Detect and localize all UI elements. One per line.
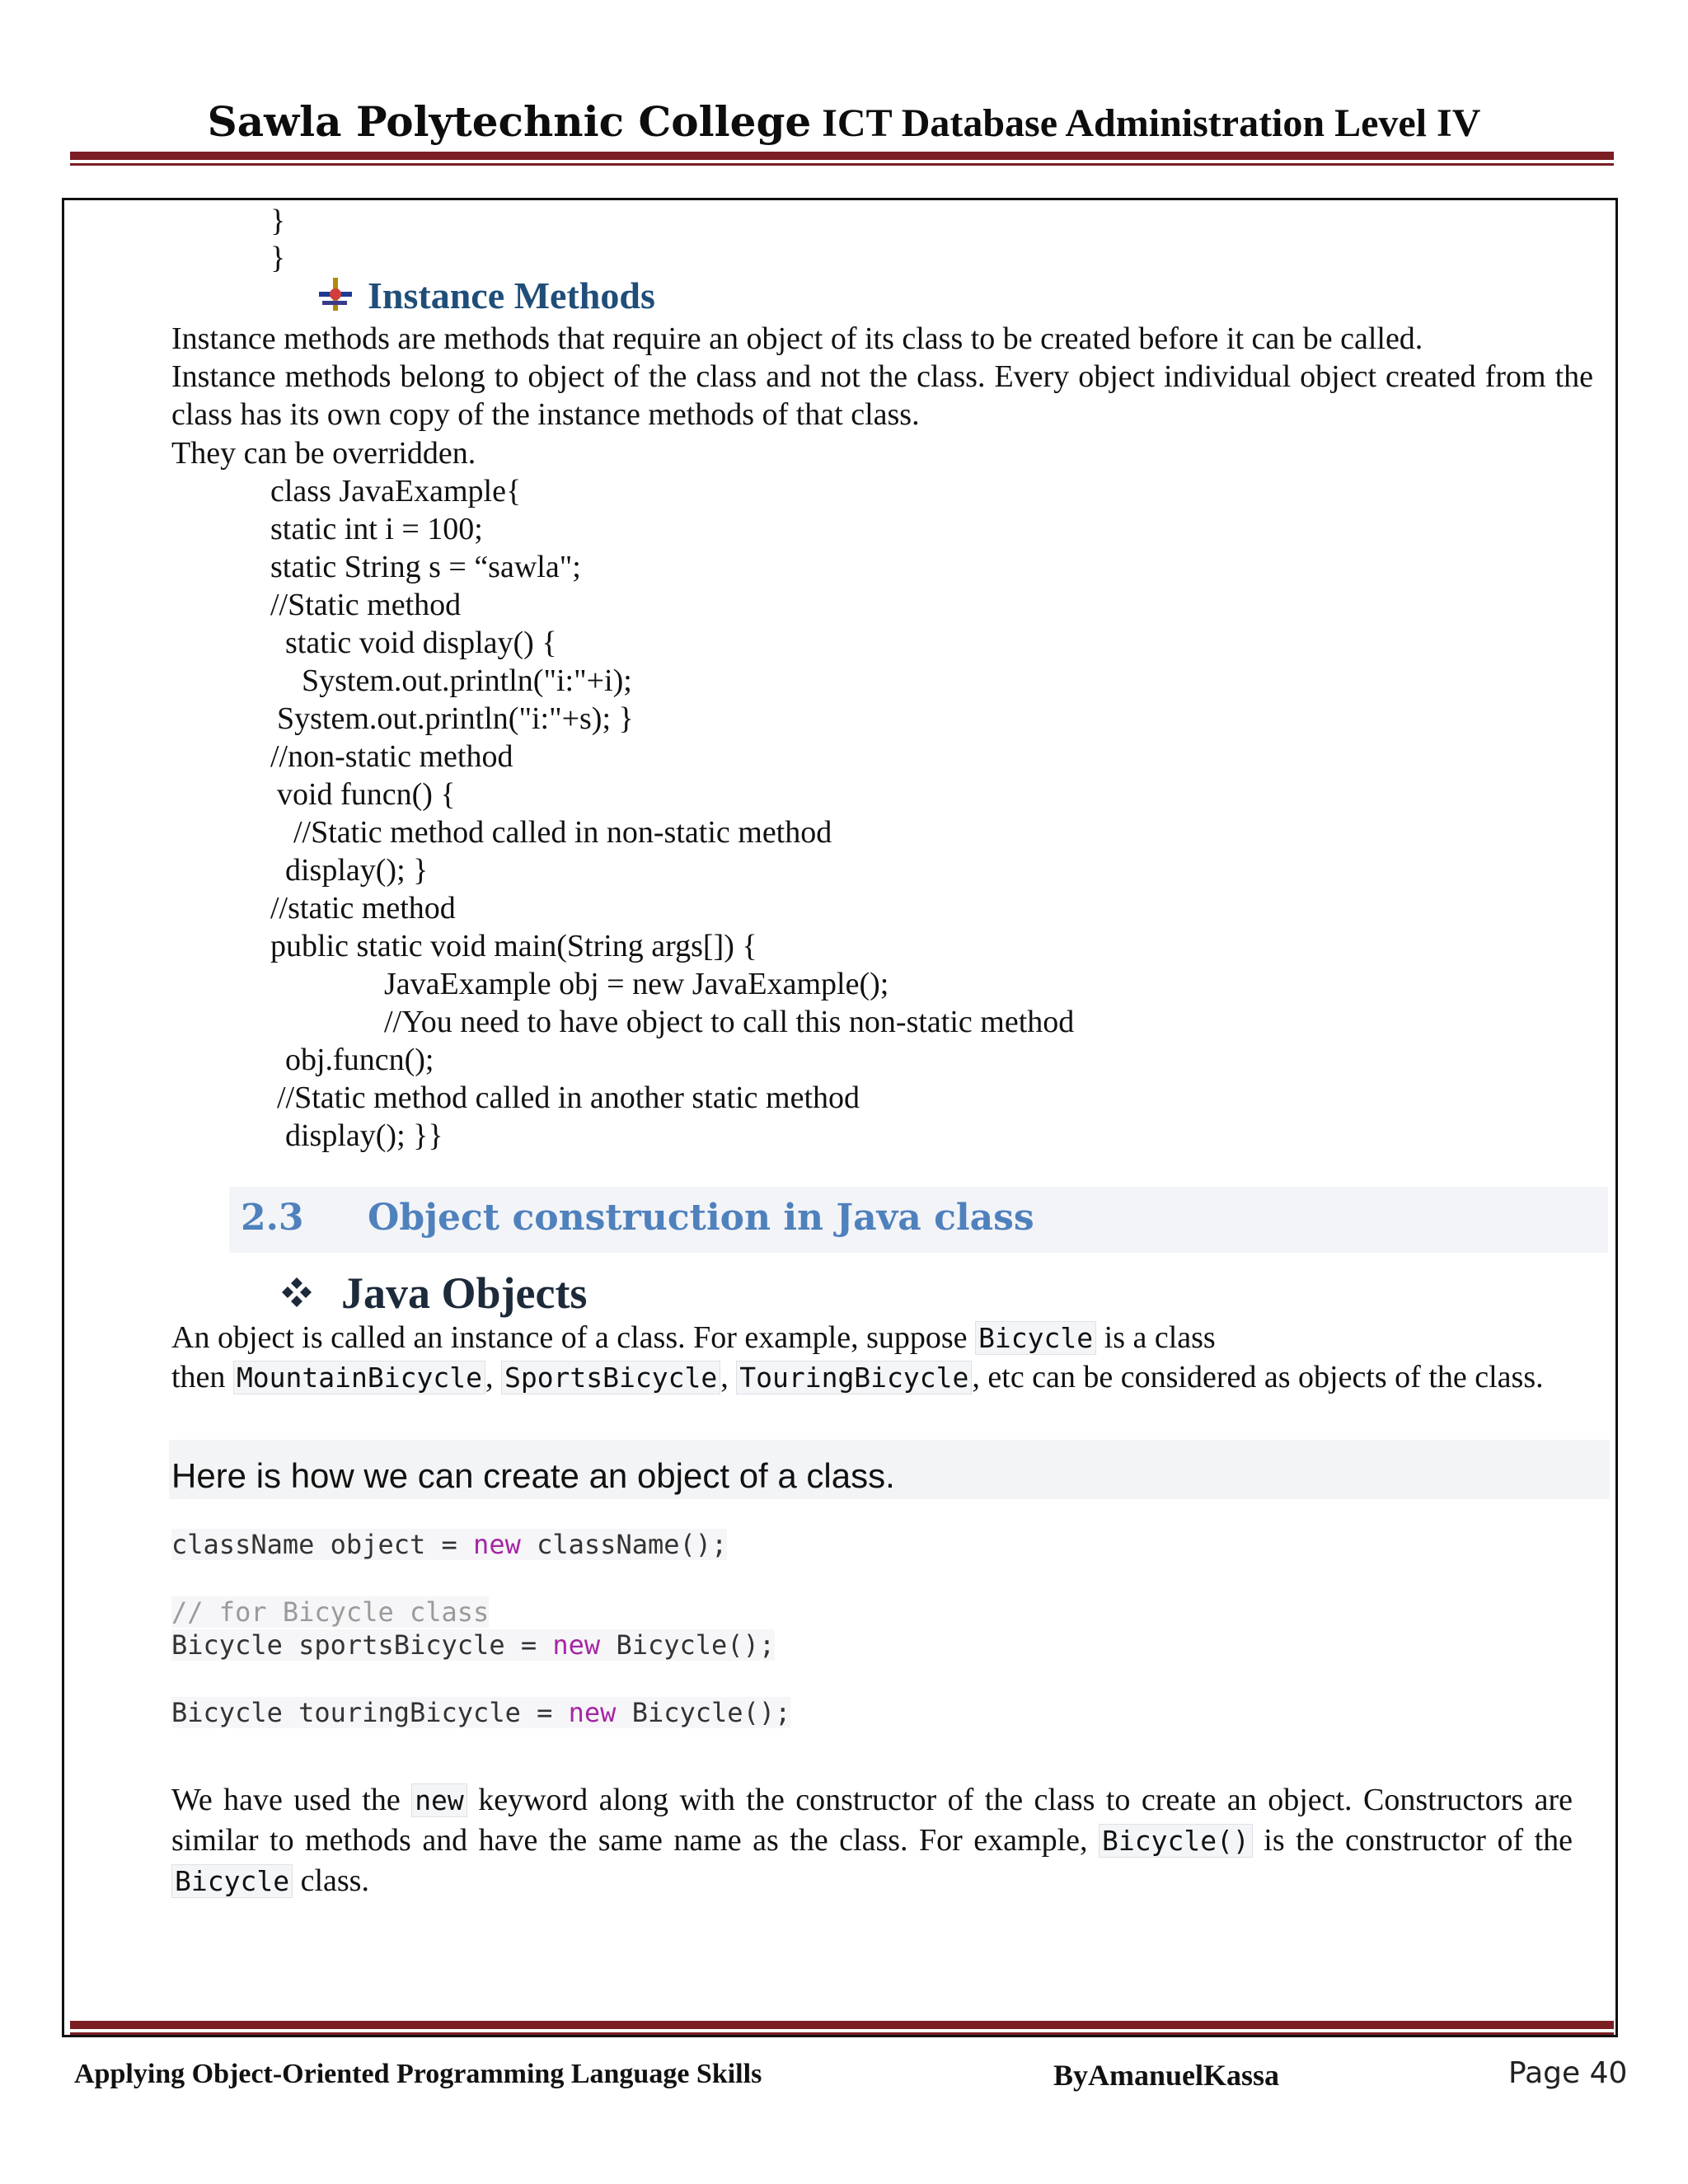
code-text: Bicycle(); <box>600 1629 776 1661</box>
code-line: //Static method called in another static method <box>277 1080 860 1115</box>
page-header <box>0 97 1688 147</box>
code-line: //Static method called in non-static method <box>293 815 832 850</box>
header-course: ICT Database Administration Level IV <box>822 101 1481 145</box>
code-line: static int i = 100; <box>270 512 483 546</box>
code-line: display(); } <box>285 853 429 888</box>
code-line: //You need to have object to call this non-static method <box>384 1005 1075 1039</box>
code-keyword: new <box>473 1529 521 1560</box>
code-line: public static void main(String args[]) { <box>270 929 757 963</box>
closing-paragraph <box>171 1780 1573 1901</box>
code-block-line <box>171 1629 775 1661</box>
java-objects-line2-text: , etc can be considered as objects of the class. <box>972 1360 1544 1394</box>
code-text: Bicycle touringBicycle = <box>171 1697 569 1728</box>
code-line: //static method <box>270 891 456 926</box>
instance-methods-para2: Instance methods belong to object of the class and not the class. Every object individual object created from the class has its own copy of the instance methods of that class. <box>171 359 1593 432</box>
code-line: //non-static method <box>270 739 513 774</box>
code-comment: // for Bicycle class <box>171 1596 490 1628</box>
code-line: class JavaExample{ <box>270 474 522 509</box>
code-line: static String s = “sawla"; <box>270 550 581 584</box>
code-block-line <box>171 1697 790 1728</box>
section-number: 2.3 <box>241 1197 304 1239</box>
inline-code: new <box>411 1783 467 1817</box>
create-object-note: Here is how we can create an object of a class. <box>171 1456 895 1495</box>
closing-text: keyword along with the constructor of the class to create an object. Constructors are similar to methods and have the same name as the class. For example, <box>171 1783 1573 1858</box>
code-line: System.out.println("i:"+i); <box>302 663 632 698</box>
code-line: JavaExample obj = new JavaExample(); <box>384 967 889 1001</box>
java-objects-line1-text: An object is called an instance of a class. For example, suppose <box>171 1320 976 1355</box>
java-objects-line2 <box>171 1358 1544 1397</box>
code-keyword: new <box>568 1697 617 1728</box>
code-text: Bicycle sportsBicycle = <box>171 1629 553 1661</box>
inline-code: Bicycle <box>171 1864 293 1898</box>
java-objects-line2-text: , <box>485 1360 501 1394</box>
code-text: className object = <box>171 1529 474 1560</box>
header-rule-thick <box>70 152 1614 160</box>
page-number: Page 40 <box>1508 2056 1628 2090</box>
java-objects-line2-text: then <box>171 1360 233 1394</box>
header-rule-thin <box>70 163 1614 166</box>
instance-methods-para3: They can be overridden. <box>171 436 476 471</box>
closing-text: is the constructor of the <box>1252 1823 1573 1858</box>
footer-rule-thick <box>70 2021 1614 2029</box>
code-text: className(); <box>520 1529 728 1560</box>
java-objects-line1 <box>171 1319 1216 1357</box>
java-objects-line2-text: , <box>720 1360 737 1394</box>
inline-code: MountainBicycle <box>233 1361 485 1394</box>
inline-code: Bicycle() <box>1099 1824 1253 1858</box>
instance-methods-para1: Instance methods are methods that require an object of its class to be created before it can be called. <box>171 321 1423 356</box>
code-brace: } <box>270 241 286 275</box>
inline-code: Bicycle <box>975 1321 1096 1355</box>
code-line: System.out.println("i:"+s); } <box>277 701 634 736</box>
code-line: void funcn() { <box>277 777 456 812</box>
footer-course-title: Applying Object-Oriented Programming Language Skills <box>74 2059 762 2089</box>
instance-methods-heading: Instance Methods <box>368 274 655 316</box>
code-block-line <box>171 1529 727 1560</box>
inline-code: TouringBicycle <box>736 1361 972 1394</box>
header-college: Sawla Polytechnic College <box>207 97 812 146</box>
closing-text: We have used the <box>171 1783 412 1817</box>
closing-text: class. <box>293 1863 369 1898</box>
cross-arrow-bullet-icon <box>317 276 354 312</box>
code-line: static void display() { <box>285 626 557 660</box>
code-text: Bicycle(); <box>616 1697 791 1728</box>
diamond-cluster-icon <box>280 1276 313 1309</box>
code-line: obj.funcn(); <box>285 1043 434 1077</box>
section-title: Object construction in Java class <box>368 1197 1034 1239</box>
footer-author: ByAmanuelKassa <box>1053 2059 1280 2092</box>
code-line: display(); }} <box>285 1118 443 1153</box>
java-objects-heading: Java Objects <box>341 1268 588 1318</box>
code-brace: } <box>270 204 286 238</box>
footer-rule-thin <box>70 2032 1614 2035</box>
code-keyword: new <box>552 1629 601 1661</box>
java-objects-line1-text: is a class <box>1096 1320 1216 1355</box>
code-line: //Static method <box>270 588 462 622</box>
inline-code: SportsBicycle <box>501 1361 720 1394</box>
